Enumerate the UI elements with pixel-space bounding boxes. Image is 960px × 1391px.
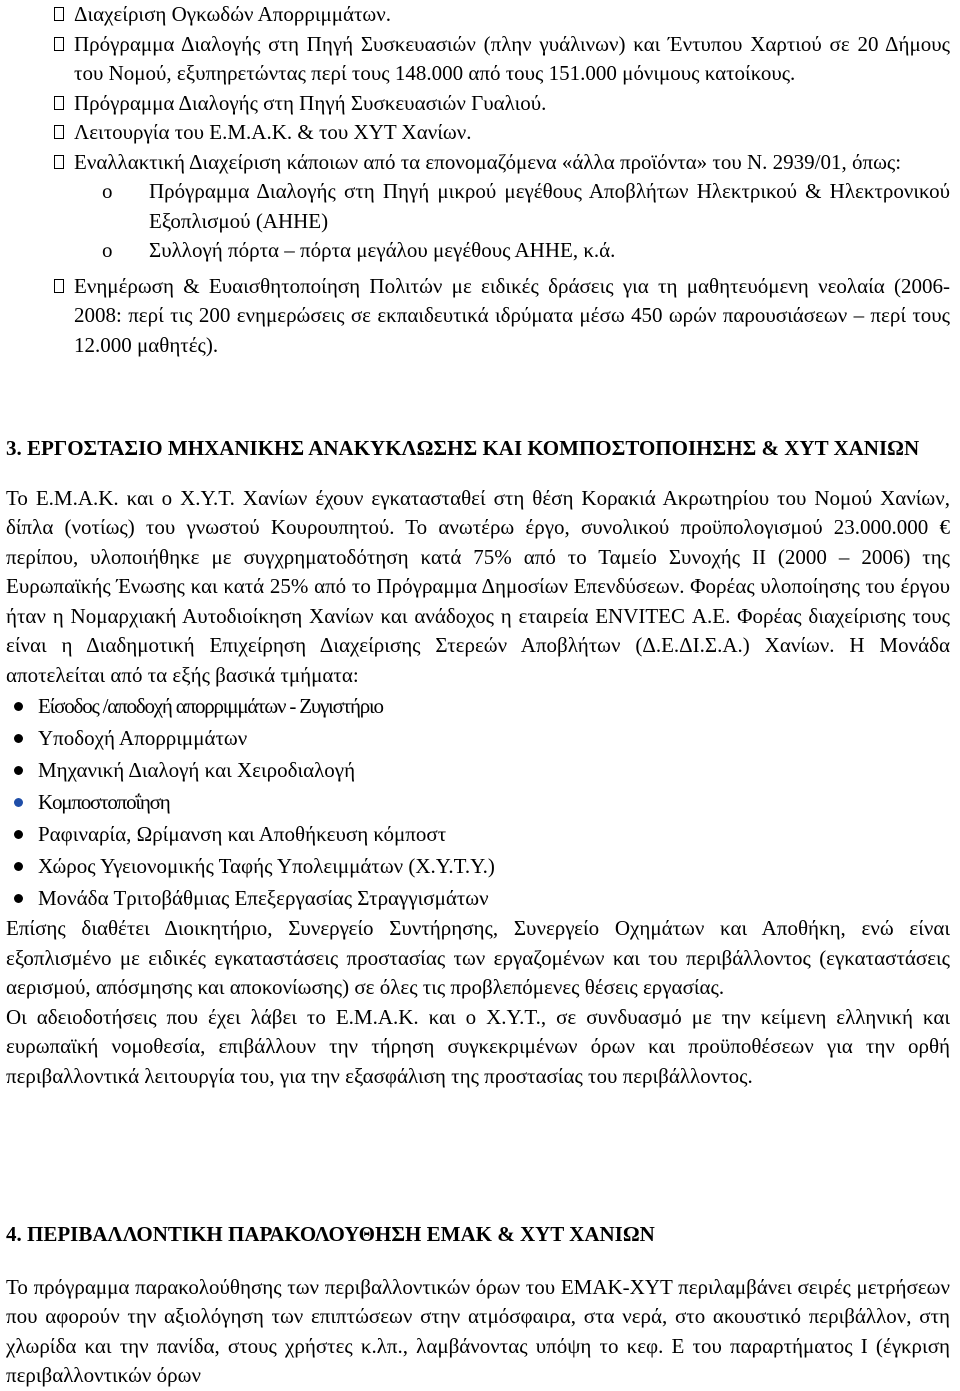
sub-list-item: o Πρόγραμμα Διαλογής στη Πηγή μικρού μεγέθους Αποβλήτων Ηλεκτρικού & Ηλεκτρονικού Εξοπλισμού (ΑΗΗΕ) <box>102 179 950 233</box>
list-item: Μονάδα Τριτοβάθμιας Επεξεργασίας Στραγγισμάτων <box>6 882 950 914</box>
paragraph: Επίσης διαθέτει Διοικητήριο, Συνεργείο Συντήρησης, Συνεργείο Οχημάτων και Αποθήκη, ενώ είναι εξοπλισμένο με ειδικές εγκαταστάσεις προστασίας των εργαζομένων και του περιβάλλοντος (εγκαταστάσεις αερισμού, απόσμησης και αποκονίωσης) σε όλες τις προβλεπόμενες θέσεις εργασίας. <box>6 916 950 999</box>
section-3 <box>6 434 950 1091</box>
checkbox-icon <box>54 37 64 51</box>
checkbox-icon <box>54 125 64 139</box>
circle-bullet: o <box>102 179 113 203</box>
list-item: Λειτουργία του Ε.Μ.Α.Κ. & του ΧΥΤ Χανίων. <box>6 118 950 148</box>
list-item: Πρόγραμμα Διαλογής στη Πηγή Συσκευασιών (πλην γυάλινων) και Έντυπου Χαρτιού σε 20 Δήμους του Νομού, εξυπηρετώντας περί τους 148.000 από τους 151.000 μόνιμους κατοίκους. <box>6 30 950 89</box>
bullet-icon <box>14 734 23 743</box>
checkbox-icon <box>54 7 64 21</box>
checkbox-icon <box>54 155 64 169</box>
list-item: Είσοδος /αποδοχή απορριμμάτων - Ζυγιστήριο <box>6 690 950 722</box>
paragraph: Το πρόγραμμα παρακολούθησης των περιβαλλοντικών όρων του ΕΜΑΚ-ΧΥΤ περιλαμβάνει σειρές μετρήσεων που αφορούν την αξιολόγηση των επιπτώσεων στην ατμόσφαιρα, στα νερά, στο ακουστικό περιβάλλον, στη χλωρίδα και την πανίδα, στους χρήστες κ.λπ., λαμβάνοντας υπόψη το κεφ. Ε του παραρτήματος Ι (έγκριση περιβαλλοντικών όρων <box>6 1274 950 1387</box>
circle-bullet: o <box>102 238 113 262</box>
bullet-icon <box>14 798 23 807</box>
checkbox-icon <box>54 96 64 110</box>
section-4 <box>6 1220 950 1391</box>
paragraph: Οι αδειοδοτήσεις που έχει λάβει το Ε.Μ.Α.Κ. και ο Χ.Υ.Τ., σε συνδυασμό με την κείμενη ελληνική και ευρωπαϊκή νομοθεσία, επιβάλλουν την τήρηση συγκεκριμένων όρων και προϋποθέσεων για την ορθή περιβαλλοντικά λειτουργία του, για την εξασφάλιση της προστασίας του περιβάλλοντος. <box>6 1004 950 1088</box>
top-list <box>6 0 950 360</box>
bullet-icon <box>14 766 23 775</box>
paragraph: Το Ε.Μ.Α.Κ. και ο Χ.Υ.Τ. Χανίων έχουν εγκατασταθεί στη θέση Κορακιά Ακρωτηρίου του Νομού Χανίων, δίπλα (νοτίως) του γνωστού Κουρουπητού. Το ανωτέρω έργο, συνολικού προϋπολογισμού 23.000.000 € περίπου, υλοποιήθηκε με συγχρηματοδότηση κατά 75% από το Ταμείο Συνοχής ΙΙ (2000 – 2006) της Ευρωπαϊκής Ένωσης και κατά 25% από το Πρόγραμμα Δημοσίων Επενδύσεων. Φορέας υλοποίησης του έργου ήταν η Νομαρχιακή Αυτοδιοίκηση Χανίων και ανάδοχος η εταιρεία ENVITEC Α.Ε. Φορέας διαχείρισης τους είναι η Διαδημοτική Επιχείρηση Διαχείρισης Στερεών Αποβλήτων (Δ.Ε.ΔΙ.Σ.Α.) Χανίων. Η Μονάδα αποτελείται από τα εξής βασικά τμήματα: <box>6 485 950 687</box>
bullet-icon <box>14 862 23 871</box>
checkbox-icon <box>54 279 64 293</box>
section-heading: 4. ΠΕΡΙΒΑΛΛΟΝΤΙΚΗ ΠΑΡΑΚΟΛΟΥΘΗΣΗ ΕΜΑΚ & ΧΥΤ ΧΑΝΙΩΝ <box>6 1222 655 1246</box>
bullet-icon <box>14 894 23 903</box>
list-item: Εναλλακτική Διαχείριση κάποιων από τα επονομαζόμενα «άλλα προϊόντα» του Ν. 2939/01, όπως: <box>6 148 950 178</box>
list-item: Κομποστοποΐηση <box>6 786 950 818</box>
bullet-icon <box>14 830 23 839</box>
list-item: Διαχείριση Ογκωδών Απορριμμάτων. <box>6 0 950 30</box>
bullet-icon <box>14 702 23 711</box>
list-item: Ενημέρωση & Ευαισθητοποίηση Πολιτών με ειδικές δράσεις για τη μαθητευόμενη νεολαία (2006-2008: περί τις 200 ενημερώσεις σε εκπαιδευτικά ιδρύματα μέσω 450 ωρών παρουσιάσεων – περί τους 12.000 μαθητές). <box>6 272 950 361</box>
section-heading: 3. ΕΡΓΟΣΤΑΣΙΟ ΜΗΧΑΝΙΚΗΣ ΑΝΑΚΥΚΛΩΣΗΣ ΚΑΙ ΚΟΜΠΟΣΤΟΠΟΙΗΣΗΣ & ΧΥΤ ΧΑΝΙΩΝ <box>6 436 920 460</box>
list-item: Πρόγραμμα Διαλογής στη Πηγή Συσκευασιών Γυαλιού. <box>6 89 950 119</box>
list-item: Χώρος Υγειονομικής Ταφής Υπολειμμάτων (Χ.Υ.Τ.Υ.) <box>6 850 950 882</box>
list-item: Ραφιναρία, Ωρίμανση και Αποθήκευση κόμποστ <box>6 818 950 850</box>
units-list <box>6 690 950 914</box>
list-item: Μηχανική Διαλογή και Χειροδιαλογή <box>6 754 950 786</box>
list-item: Υποδοχή Απορριμμάτων <box>6 722 950 754</box>
sub-list-item: o Συλλογή πόρτα – πόρτα μεγάλου μεγέθους ΑΗΗΕ, κ.ά. <box>6 236 950 266</box>
